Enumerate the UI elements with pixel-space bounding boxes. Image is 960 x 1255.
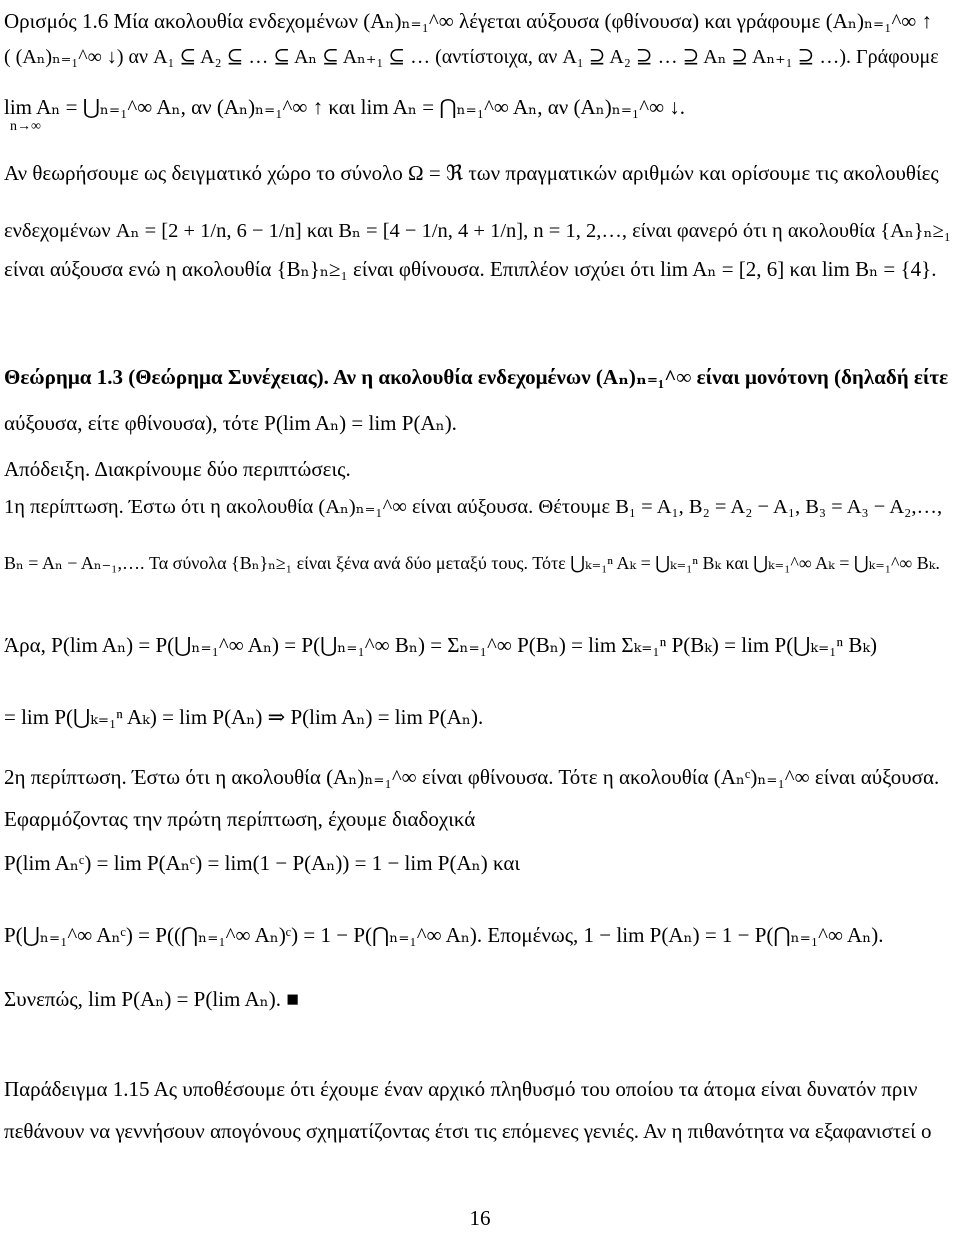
case1-line-2: Bₙ = Aₙ − Aₙ₋₁,…. Τα σύνολα {Bₙ}ₙ≥₁ είναι ξένα ανά δύο μεταξύ τους. Τότε ⋃ₖ₌₁ⁿ Aₖ = ⋃ₖ₌₁ⁿ Bₖ και ⋃ₖ₌₁^∞ Aₖ = ⋃ₖ₌₁^∞ Bₖ.	[4, 553, 940, 573]
definition-line-2: ( (Aₙ)ₙ₌₁^∞ ↓) αν A₁ ⊆ A₂ ⊆ … ⊆ Aₙ ⊆ Aₙ₊₁ ⊆ … (αντίστοιχα, αν A₁ ⊇ A₂ ⊇ … ⊇ Aₙ ⊇ Aₙ₊₁ ⊇ …). Γράφουμε	[4, 46, 939, 68]
definition-line-4: Αν θεωρήσουμε ως δειγματικό χώρο το σύνολο Ω = ℜ των πραγματικών αριθμών και ορίσουμε τις ακολουθίες	[4, 161, 939, 185]
example-line-1: Παράδειγμα 1.15 Ας υποθέσουμε ότι έχουμε έναν αρχικό πληθυσμό του οποίου τα άτομα είναι δυνατόν πριν	[4, 1077, 918, 1101]
theorem-heading: Θεώρημα 1.3 (Θεώρημα Συνέχειας). Αν η ακολουθία ενδεχομένων (Aₙ)ₙ₌₁^∞ είναι μονότονη (δηλαδή είτε	[4, 365, 949, 389]
theorem-statement: αύξουσα, είτε φθίνουσα), τότε P(lim Aₙ) = lim P(Aₙ).	[4, 411, 457, 435]
case2-line-1: 2η περίπτωση. Έστω ότι η ακολουθία (Aₙ)ₙ₌₁^∞ είναι φθίνουσα. Τότε η ακολουθία (Aₙᶜ)ₙ₌₁^∞ είναι αύξουσα.	[4, 765, 940, 789]
case1-formula-2: = lim P(⋃ₖ₌₁ⁿ Aₖ) = lim P(Aₙ) ⇒ P(lim Aₙ) = lim P(Aₙ).	[4, 705, 484, 729]
page-number: 16	[469, 1206, 491, 1230]
case2-formula-2: P(⋃ₙ₌₁^∞ Aₙᶜ) = P((⋂ₙ₌₁^∞ Aₙ)ᶜ) = 1 − P(⋂ₙ₌₁^∞ Aₙ). Επομένως, 1 − lim P(Aₙ) = 1 − P(⋂ₙ₌₁^∞ Aₙ).	[4, 923, 884, 947]
case1-line-1: 1η περίπτωση. Έστω ότι η ακολουθία (Aₙ)ₙ₌₁^∞ είναι αύξουσα. Θέτουμε B₁ = A₁, B₂ = A₂ − A₁, B₃ = A₃ − A₂,…,	[4, 496, 943, 518]
case2-line-2: Εφαρμόζοντας την πρώτη περίπτωση, έχουμε διαδοχικά	[4, 807, 476, 831]
definition-line-1: Ορισμός 1.6 Μία ακολουθία ενδεχομένων (Aₙ)ₙ₌₁^∞ λέγεται αύξουσα (φθίνουσα) και γράφουμε (Aₙ)ₙ₌₁^∞ ↑	[4, 9, 933, 33]
sequences-definition: ενδεχομένων Aₙ = [2 + 1/n, 6 − 1/n] και Bₙ = [4 − 1/n, 4 + 1/n], n = 1, 2,…, είναι φανερό ότι η ακολουθία {Aₙ}ₙ≥₁	[4, 220, 951, 242]
proof-heading: Απόδειξη. Διακρίνουμε δύο περιπτώσεις.	[4, 457, 351, 481]
definition-limit-formula: lim Aₙ = ⋃ₙ₌₁^∞ Aₙ, αν (Aₙ)ₙ₌₁^∞ ↑ και lim Aₙ = ⋂ₙ₌₁^∞ Aₙ, αν (Aₙ)ₙ₌₁^∞ ↓.	[4, 95, 686, 119]
example-line-2: πεθάνουν να γεννήσουν απογόνους σχηματίζοντας έτσι τις επόμενες γενιές. Αν η πιθανότητα να εξαφανιστεί ο	[4, 1119, 932, 1143]
limit-subscript: n→∞	[10, 119, 41, 134]
case2-conclusion: Συνεπώς, lim P(Aₙ) = P(lim Aₙ). ■	[4, 987, 299, 1011]
case2-formula-1: P(lim Aₙᶜ) = lim P(Aₙᶜ) = lim(1 − P(Aₙ)) = 1 − lim P(Aₙ) και	[4, 851, 521, 875]
definition-line-6: είναι αύξουσα ενώ η ακολουθία {Bₙ}ₙ≥₁ είναι φθίνουσα. Επιπλέον ισχύει ότι lim Aₙ = [2, 6] και lim Bₙ = {4}.	[4, 257, 937, 281]
case1-formula-1: Άρα, P(lim Aₙ) = P(⋃ₙ₌₁^∞ Aₙ) = P(⋃ₙ₌₁^∞ Bₙ) = Σₙ₌₁^∞ P(Bₙ) = lim Σₖ₌₁ⁿ P(Bₖ) = lim P(⋃ₖ₌₁ⁿ Bₖ)	[4, 633, 877, 657]
